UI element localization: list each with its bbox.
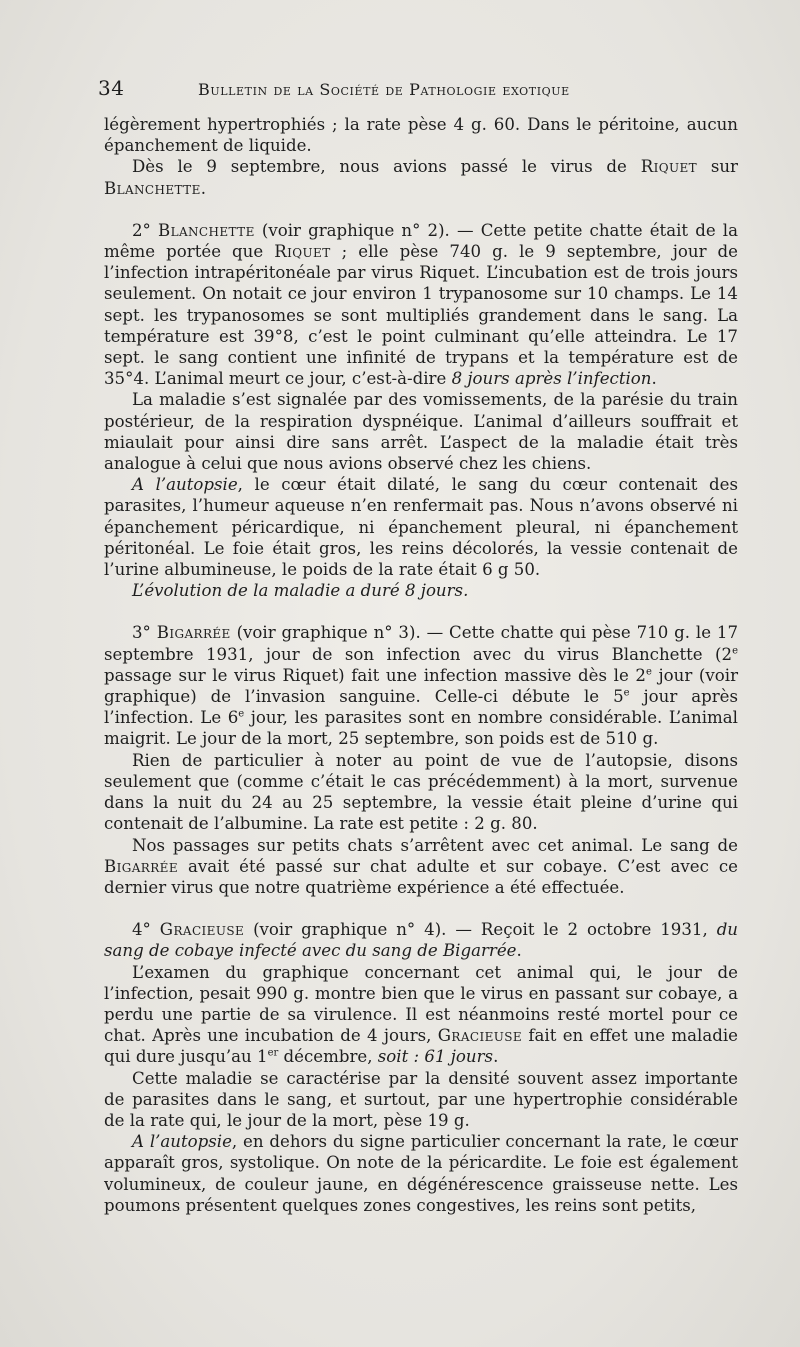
paragraph	[104, 1068, 738, 1132]
superscript: e	[238, 708, 245, 720]
superscript: er	[267, 1047, 279, 1059]
emphasis-text: soit : 61 jours	[377, 1047, 494, 1067]
paragraph-text: L’examen du graphique concernant cet animal qui, le jour de l’infection, pesait 990 g. montre bien que le virus en passant sur cobaye, a perdu une partie de sa virulence. Il est néanmoins resté mortel pour ce chat. Après une incubation de 4 jours,	[104, 962, 738, 1046]
section-2-heading-paragraph	[104, 220, 738, 390]
paragraph	[104, 389, 738, 474]
paragraph-text: jour, les parasites sont en nombre considérable. L’animal maigrit. Le jour de la mort, 25 septembre, son poids est de 510 g.	[104, 708, 738, 749]
cat-name: Blanchette	[104, 178, 201, 198]
paragraph-text: .	[200, 178, 207, 198]
section-3-heading-paragraph	[104, 622, 738, 749]
paragraph-text: passage sur le virus Riquet) fait une infection massive dès le 2	[104, 665, 646, 685]
section-number: 3°	[132, 623, 151, 643]
running-title: Bulletin de la Société de Pathologie exotique	[198, 80, 570, 99]
emphasis-text: L’évolution de la maladie a duré 8 jours.	[132, 581, 469, 601]
paragraph-text: Nos passages sur petits chats s’arrêtent avec cet animal. Le sang de	[132, 835, 738, 855]
paragraph-text: .	[493, 1047, 499, 1067]
paragraph	[104, 474, 738, 580]
section-gap	[104, 898, 738, 919]
cat-name: Blanchette	[158, 220, 255, 240]
paragraph-text: Rien de particulier à noter au point de vue de l’autopsie, disons seulement que (comme c’était le cas précédemment) à la mort, survenue dans la nuit du 24 au 25 septembre, la vessie était pleine d’urine qui contenait de l’albumine. La rate est petite : 2 g. 80.	[104, 750, 738, 834]
paragraph-text: La maladie s’est signalée par des vomissements, de la parésie du train postérieur, de la respiration dyspnéique. L’animal d’ailleurs souffrait et miaulait pour ainsi dire sans arrêt. L’aspect de la maladie était très analogue à celui que nous avions observé chez les chiens.	[104, 390, 738, 474]
cat-name: Gracieuse	[437, 1026, 523, 1046]
paragraph-text: Dès le 9 septembre, nous avions passé le virus de	[132, 157, 641, 177]
conclusion-line	[104, 580, 738, 601]
emphasis-text: 8 jours après l’infection	[451, 369, 652, 389]
page-number: 34	[98, 76, 125, 100]
cat-name: Gracieuse	[159, 920, 245, 940]
paragraph-text: .	[651, 369, 657, 389]
paragraph-text: jour (voir graphique) de l’invasion sanguine. Celle-ci débute le 5	[104, 665, 738, 707]
paragraph-text: .	[516, 941, 522, 961]
cat-name: Riquet	[274, 242, 331, 262]
section-number: 2°	[132, 220, 151, 240]
paragraph	[104, 835, 738, 899]
paragraph	[104, 750, 738, 835]
emphasis-text: du sang de cobaye infecté avec du sang de Bigarrée	[104, 920, 738, 961]
paragraph-text: , en dehors du signe particulier concernant la rate, le cœur apparaît gros, systolique. On note de la péricardite. Le foie est également volumineux, de couleur jaune, en dégénérescence graisseuse nette. Les poumons présentent quelques zones congestives, les reins sont petits,	[104, 1132, 738, 1215]
paragraph-text: (voir graphique n° 3). — Cette chatte qui pèse 710 g. le 17 septembre 1931, jour de son infection avec du virus Blanchette (2	[104, 623, 739, 664]
paragraph-text: ; elle pèse 740 g. le 9 septembre, jour de l’infection intrapéritonéale par virus Riquet. L’incubation est de trois jours seulement. On notait ce jour environ 1 trypanosome sur 10 champs. Le 14 sept. les trypanosomes se sont multipliés grandement dans le sang. La température est 39°8, c’est le point culminant qu’elle atteindra. Le 17 sept. le sang contient une infinité de trypans et la température est de 35°4. L’animal meurt ce jour, c’est-à-dire	[104, 242, 739, 389]
superscript: e	[623, 687, 630, 699]
superscript: e	[732, 645, 738, 657]
paragraph-text: (voir graphique n° 2). — Cette petite chatte était de la même portée que	[104, 220, 738, 262]
paragraph-text: légèrement hypertrophiés ; la rate pèse 4 g. 60. Dans le péritoine, aucun épanchement de liquide.	[104, 115, 738, 156]
paragraph	[104, 962, 738, 1068]
section-gap	[104, 199, 738, 220]
paragraph-passage-note	[104, 156, 738, 198]
paragraph-text: fait en effet une maladie qui dure jusqu’au 1	[104, 1026, 739, 1067]
superscript: e	[645, 666, 652, 678]
emphasis-text: A l’autopsie	[132, 475, 238, 495]
paragraph-text: , le cœur était dilaté, le sang du cœur contenait des parasites, l’humeur aqueuse n’en renfermait pas. Nous n’avons observé ni épanchement péricardique, ni épanchement pleural, ni épanchement péritonéal. Le foie était gros, les reins décolorés, la vessie contenait de l’urine albumineuse, le poids de la rate était 6 g 50.	[104, 475, 739, 580]
cat-name: Bigarrée	[104, 856, 178, 876]
cat-name: Bigarrée	[156, 623, 231, 643]
section-gap	[104, 601, 738, 622]
page-header	[98, 76, 738, 106]
paragraph-text: Cette maladie se caractérise par la densité souvent assez importante de parasites dans le sang, et surtout, par une hypertrophie considérable de la rate qui, le jour de la mort, pèse 19 g.	[104, 1068, 738, 1130]
paragraph-text: jour après l’infection. Le 6	[104, 687, 738, 728]
article-body	[104, 114, 738, 1216]
section-number: 4°	[132, 920, 151, 940]
paragraph-text: (voir graphique n° 4). — Reçoit le 2 octobre 1931,	[244, 920, 717, 940]
cat-name: Riquet	[640, 157, 698, 177]
emphasis-text: A l’autopsie	[132, 1132, 232, 1152]
paragraph-text: sur	[697, 157, 738, 177]
paragraph-continued	[104, 114, 738, 156]
paragraph-text: décembre,	[278, 1047, 378, 1067]
paragraph-text: avait été passé sur chat adulte et sur cobaye. C’est avec ce dernier virus que notre quatrième expérience a été effectuée.	[104, 856, 738, 897]
section-4-heading-paragraph	[104, 919, 738, 961]
paragraph	[104, 1131, 738, 1216]
